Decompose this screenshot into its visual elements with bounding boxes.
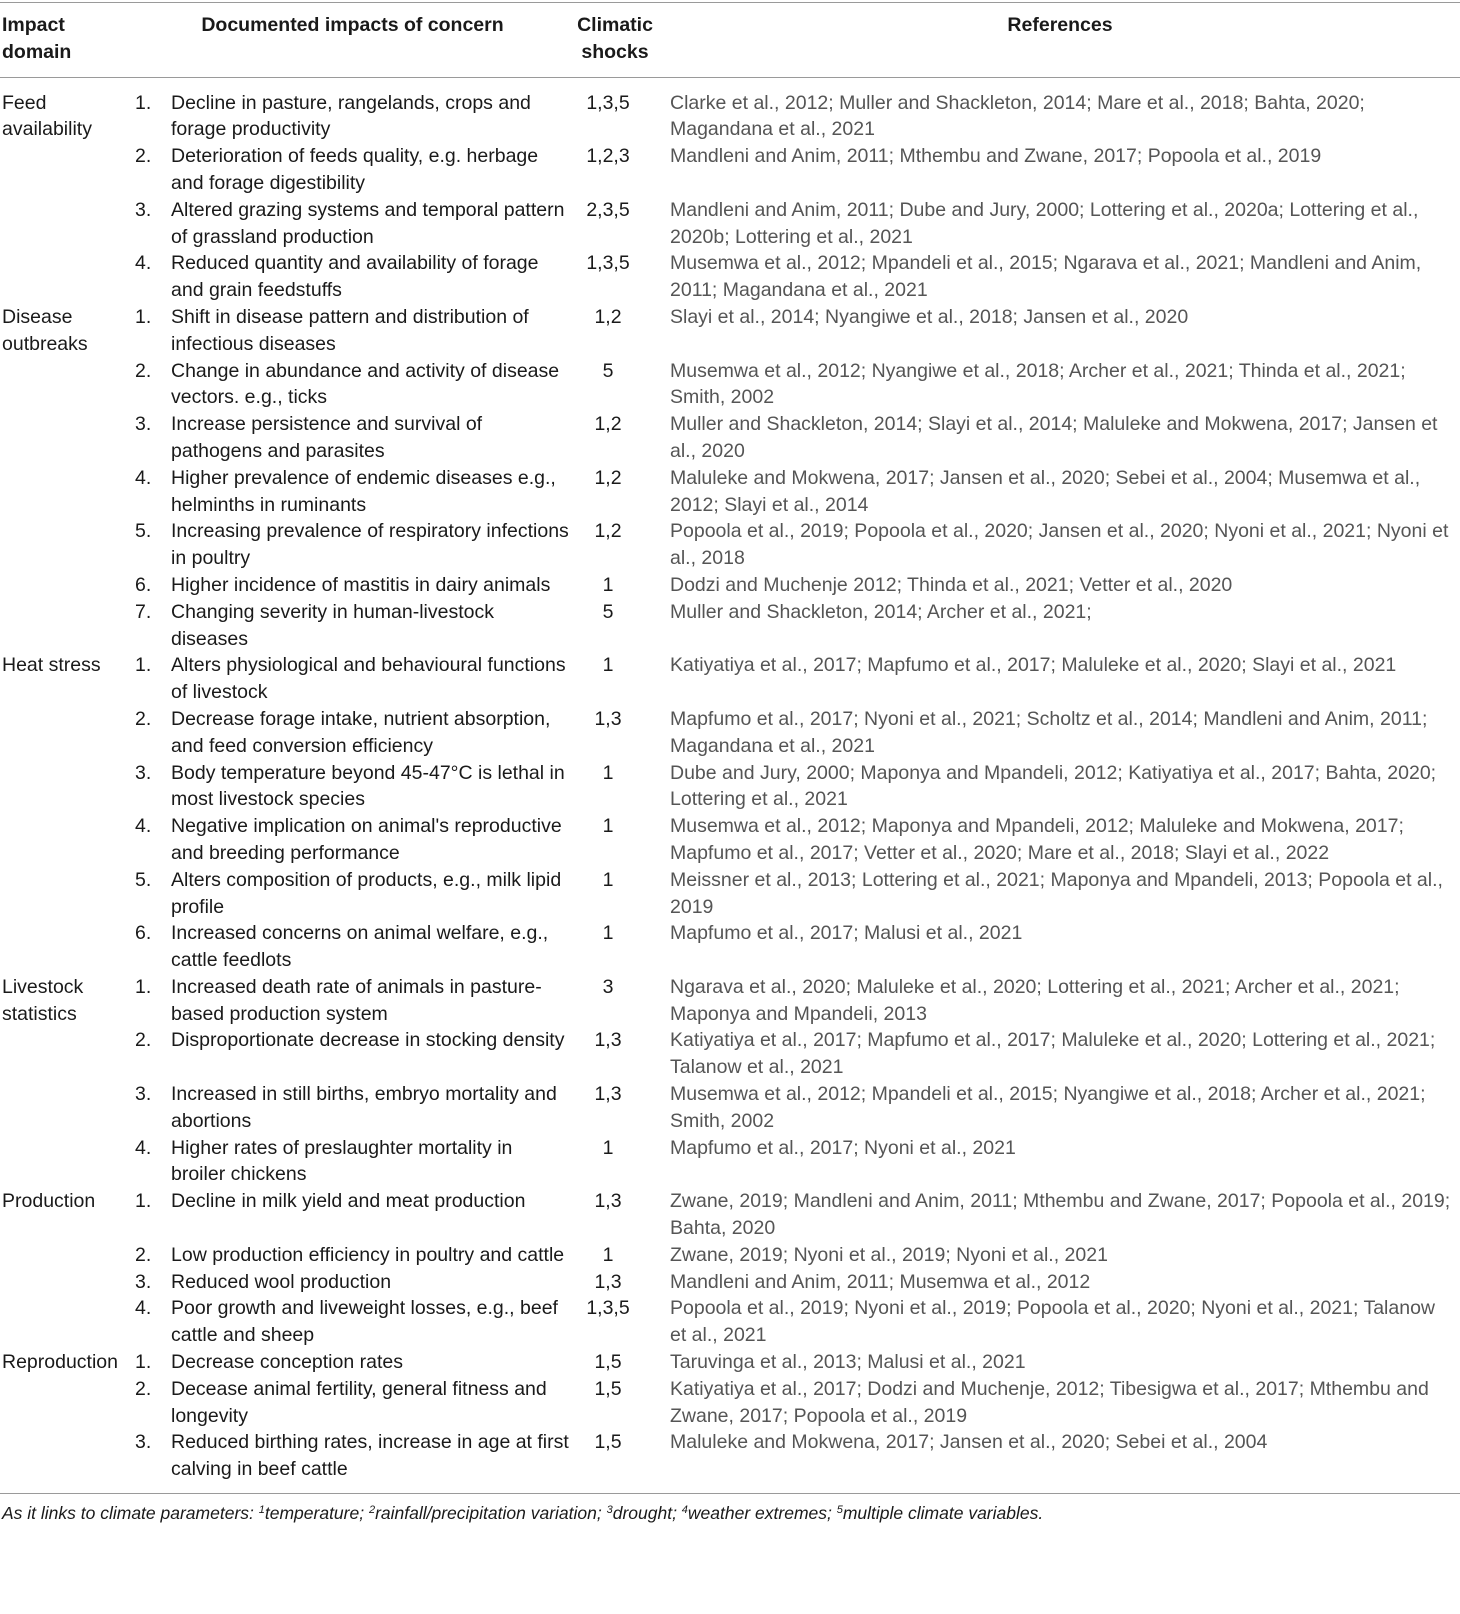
climatic-shocks-cell: 1,2 <box>594 466 622 489</box>
references-cell: Ngarava et al., 2020; Maluleke et al., 2020; Lottering et al., 2021; Archer et al., 2021; Maponya and Mpandeli, 2013 <box>670 975 1400 1025</box>
impact-domain-cell: Disease outbreaks <box>2 305 88 355</box>
impact-number: 3. <box>135 198 152 221</box>
climatic-shocks-cell: 1,3 <box>594 1190 622 1213</box>
impact-text: Altered grazing systems and temporal pattern of grassland production <box>171 198 565 248</box>
table-row <box>0 143 1460 197</box>
table-row <box>0 813 1460 867</box>
impact-number: 4. <box>135 1297 152 1320</box>
header-climatic-shocks: Climatic shocks <box>570 3 660 78</box>
impact-domain-cell <box>0 358 135 412</box>
impact-cell <box>135 197 570 251</box>
climatic-shocks-cell: 1,2 <box>594 520 622 543</box>
table-header <box>0 3 1460 78</box>
impact-domain-cell: Feed availability <box>2 91 92 141</box>
impact-text: Shift in disease pattern and distribution of infectious diseases <box>171 305 529 355</box>
references-cell: Dube and Jury, 2000; Maponya and Mpandeli, 2012; Katiyatiya et al., 2017; Bahta, 2020; Lottering et al., 2021 <box>670 761 1437 811</box>
footnote-superscript: 2 <box>368 1504 376 1517</box>
climatic-shocks-cell: 1,5 <box>594 1351 622 1374</box>
impact-text: Changing severity in human-livestock diseases <box>171 600 494 650</box>
impact-text: Decrease forage intake, nutrient absorption, and feed conversion efficiency <box>171 707 551 757</box>
impact-cell <box>135 1135 570 1189</box>
impact-domain-cell: Livestock statistics <box>2 975 84 1025</box>
climatic-shocks-cell: 1,3 <box>594 707 622 730</box>
impact-domain-cell <box>0 250 135 304</box>
impact-domain-cell <box>0 465 135 519</box>
table-row <box>0 974 1460 1028</box>
impact-number: 5. <box>135 520 152 543</box>
table-row <box>0 760 1460 814</box>
impact-domain-cell <box>0 1135 135 1189</box>
table-footnote <box>0 1493 1460 1524</box>
impact-domain-cell <box>0 706 135 760</box>
impact-number: 4. <box>135 815 152 838</box>
climatic-shocks-cell: 1 <box>602 1136 614 1159</box>
table-row <box>0 518 1460 572</box>
table-row <box>0 77 1460 143</box>
impact-number: 3. <box>135 1083 152 1106</box>
impact-cell <box>135 813 570 867</box>
impact-number: 6. <box>135 573 152 596</box>
impact-text: Reduced birthing rates, increase in age at first calving in beef cattle <box>171 1431 569 1481</box>
impact-text: Reduced wool production <box>171 1270 392 1293</box>
climatic-shocks-cell: 1,2 <box>594 413 622 436</box>
impact-text: Alters physiological and behavioural functions of livestock <box>171 654 566 704</box>
footnote-item-text: multiple climate variables. <box>842 1503 1044 1524</box>
impact-text: Decline in milk yield and meat production <box>171 1190 526 1213</box>
footnote-superscript: 3 <box>606 1504 613 1517</box>
impact-text: Decline in pasture, rangelands, crops and forage productivity <box>171 91 531 141</box>
impact-text: Disproportionate decrease in stocking density <box>171 1029 565 1052</box>
footnote-superscript: 5 <box>836 1504 843 1517</box>
impact-domain-cell <box>0 1081 135 1135</box>
impact-text: Increasing prevalence of respiratory infections in poultry <box>171 520 569 570</box>
climatic-shocks-cell: 1,5 <box>594 1431 622 1454</box>
climatic-shocks-cell: 1,3,5 <box>586 1297 630 1320</box>
table-row <box>0 197 1460 251</box>
impact-cell <box>135 867 570 921</box>
impact-number: 4. <box>135 1136 152 1159</box>
impact-number: 4. <box>135 252 152 275</box>
impact-cell <box>135 1081 570 1135</box>
table-row <box>0 599 1460 653</box>
impact-text: Alters composition of products, e.g., milk lipid profile <box>171 868 562 918</box>
table-row <box>0 706 1460 760</box>
impact-domain-cell: Heat stress <box>2 654 101 677</box>
impact-cell <box>135 1242 570 1269</box>
references-cell: Mapfumo et al., 2017; Malusi et al., 2021 <box>670 922 1023 945</box>
climatic-shocks-cell: 1,3 <box>594 1029 622 1052</box>
impact-number: 3. <box>135 1431 152 1454</box>
climatic-shocks-cell: 1,3 <box>594 1270 622 1293</box>
header-impact-domain: Impact domain <box>0 3 135 78</box>
table-row <box>0 358 1460 412</box>
impact-domain-cell <box>0 599 135 653</box>
table-row <box>0 867 1460 921</box>
impact-cell <box>135 465 570 519</box>
impact-text: Higher prevalence of endemic diseases e.g., helminths in ruminants <box>171 466 556 516</box>
impact-domain-cell <box>0 1376 135 1430</box>
references-cell: Zwane, 2019; Nyoni et al., 2019; Nyoni et al., 2021 <box>670 1243 1108 1266</box>
footnote-superscript: 1 <box>258 1504 265 1517</box>
table-row <box>0 1349 1460 1376</box>
impact-number: 6. <box>135 922 152 945</box>
impact-cell <box>135 572 570 599</box>
climatic-shocks-cell: 2,3,5 <box>586 198 630 221</box>
impact-text: Reduced quantity and availability of forage and grain feedstuffs <box>171 252 539 302</box>
references-cell: Musemwa et al., 2012; Nyangiwe et al., 2018; Archer et al., 2021; Thinda et al., 2021; Smith, 2002 <box>670 359 1406 409</box>
table-row <box>0 1242 1460 1269</box>
climatic-shocks-cell: 1 <box>602 654 614 677</box>
impact-domain-cell: Reproduction <box>2 1351 118 1374</box>
impact-text: Body temperature beyond 45-47°C is lethal in most livestock species <box>171 761 565 811</box>
impact-cell <box>135 920 570 974</box>
table-row <box>0 1429 1460 1491</box>
references-cell: Popoola et al., 2019; Nyoni et al., 2019; Popoola et al., 2020; Nyoni et al., 2021; Talanow et al., 2021 <box>670 1297 1436 1347</box>
impact-domain-cell <box>0 572 135 599</box>
footnote-item-text: weather extremes; <box>687 1503 837 1524</box>
impact-domain-cell <box>0 867 135 921</box>
impact-domain-cell: Production <box>2 1190 96 1213</box>
climatic-shocks-cell: 5 <box>602 359 614 382</box>
impact-number: 1. <box>135 305 152 328</box>
footnote-item-text: rainfall/precipitation variation; <box>375 1503 607 1524</box>
climatic-shocks-cell: 1 <box>602 922 614 945</box>
climatic-shocks-cell: 1,2 <box>594 305 622 328</box>
table-row <box>0 1295 1460 1349</box>
table-row <box>0 1376 1460 1430</box>
impact-cell <box>135 411 570 465</box>
references-cell: Slayi et al., 2014; Nyangiwe et al., 2018; Jansen et al., 2020 <box>670 305 1189 328</box>
impact-cell <box>135 304 570 358</box>
impact-domain-cell <box>0 920 135 974</box>
references-cell: Mandleni and Anim, 2011; Mthembu and Zwane, 2017; Popoola et al., 2019 <box>670 145 1322 168</box>
impact-cell <box>135 143 570 197</box>
impact-cell <box>135 1295 570 1349</box>
references-cell: Katiyatiya et al., 2017; Mapfumo et al., 2017; Maluleke et al., 2020; Slayi et al., 2021 <box>670 654 1397 677</box>
impact-text: Increased in still births, embryo mortality and abortions <box>171 1083 557 1132</box>
impact-number: 3. <box>135 1270 152 1293</box>
impact-cell <box>135 599 570 653</box>
climatic-shocks-cell: 1 <box>602 573 614 596</box>
impact-number: 1. <box>135 1190 152 1213</box>
table-row <box>0 572 1460 599</box>
impact-text: Higher rates of preslaughter mortality in broiler chickens <box>171 1136 513 1186</box>
impact-number: 2. <box>135 707 152 730</box>
impact-number: 2. <box>135 359 152 382</box>
table-row <box>0 250 1460 304</box>
references-cell: Taruvinga et al., 2013; Malusi et al., 2021 <box>670 1351 1026 1374</box>
impact-domain-cell <box>0 411 135 465</box>
references-cell: Maluleke and Mokwena, 2017; Jansen et al., 2020; Sebei et al., 2004; Musemwa et al., 2012; Slayi et al., 2014 <box>670 466 1421 516</box>
impact-domain-cell <box>0 143 135 197</box>
references-cell: Meissner et al., 2013; Lottering et al., 2021; Maponya and Mpandeli, 2013; Popoola et al., 2019 <box>670 868 1443 918</box>
table-row <box>0 465 1460 519</box>
impact-text: Negative implication on animal's reproductive and breeding performance <box>171 815 562 864</box>
impact-cell <box>135 358 570 412</box>
impact-cell <box>135 652 570 706</box>
table-row <box>0 920 1460 974</box>
impact-cell <box>135 1269 570 1296</box>
references-cell: Katiyatiya et al., 2017; Dodzi and Muchenje, 2012; Tibesigwa et al., 2017; Mthembu and Zwane, 2017; Popoola et al., 2019 <box>670 1377 1429 1427</box>
climatic-shocks-cell: 1,3 <box>594 1083 622 1106</box>
footnote-item-text: drought; <box>612 1503 682 1524</box>
impact-text: Poor growth and liveweight losses, e.g., beef cattle and sheep <box>171 1297 558 1347</box>
header-documented-impacts: Documented impacts of concern <box>135 3 570 78</box>
impact-cell <box>135 1188 570 1242</box>
impact-text: Deterioration of feeds quality, e.g. herbage and forage digestibility <box>171 145 539 194</box>
impact-text: Change in abundance and activity of disease vectors. e.g., ticks <box>171 359 560 409</box>
climatic-shocks-cell: 1,2,3 <box>586 145 630 168</box>
header-references: References <box>660 3 1460 78</box>
impact-number: 7. <box>135 600 152 623</box>
impact-cell <box>135 706 570 760</box>
impact-number: 2. <box>135 145 152 168</box>
references-cell: Dodzi and Muchenje 2012; Thinda et al., 2021; Vetter et al., 2020 <box>670 573 1233 596</box>
footnote-superscript: 4 <box>681 1504 688 1517</box>
impact-number: 2. <box>135 1029 152 1052</box>
impact-text: Low production efficiency in poultry and cattle <box>171 1243 565 1266</box>
table-row <box>0 1269 1460 1296</box>
impact-cell <box>135 77 570 143</box>
impact-cell <box>135 518 570 572</box>
impact-cell <box>135 250 570 304</box>
references-cell: Mandleni and Anim, 2011; Dube and Jury, 2000; Lottering et al., 2020a; Lottering et al., 2020b; Lottering et al., 2021 <box>670 198 1419 248</box>
impact-domain-cell <box>0 197 135 251</box>
impact-domain-cell <box>0 518 135 572</box>
references-cell: Clarke et al., 2012; Muller and Shackleton, 2014; Mare et al., 2018; Bahta, 2020; Magandana et al., 2021 <box>670 91 1365 141</box>
impact-number: 2. <box>135 1243 152 1266</box>
impact-number: 4. <box>135 466 152 489</box>
table-row <box>0 1081 1460 1135</box>
references-cell: Mapfumo et al., 2017; Nyoni et al., 2021; Scholtz et al., 2014; Mandleni and Anim, 2011; Magandana et al., 2021 <box>670 707 1428 757</box>
references-cell: Muller and Shackleton, 2014; Archer et al., 2021; <box>670 600 1092 623</box>
references-cell: Katiyatiya et al., 2017; Mapfumo et al., 2017; Maluleke et al., 2020; Lottering et al., 2021; Talanow et al., 2021 <box>670 1029 1436 1079</box>
table-row <box>0 1135 1460 1189</box>
references-cell: Mapfumo et al., 2017; Nyoni et al., 2021 <box>670 1136 1016 1159</box>
impacts-table <box>0 2 1460 1491</box>
climatic-shocks-cell: 1 <box>602 868 614 891</box>
references-cell: Musemwa et al., 2012; Maponya and Mpandeli, 2012; Maluleke and Mokwena, 2017; Mapfumo et al., 2017; Vetter et al., 2020; Mare et al., 2018; Slayi et al., 2022 <box>670 815 1404 864</box>
table-row <box>0 1188 1460 1242</box>
impact-domain-cell <box>0 1429 135 1491</box>
impact-cell <box>135 1027 570 1081</box>
references-cell: Popoola et al., 2019; Popoola et al., 2020; Jansen et al., 2020; Nyoni et al., 2021; Nyoni et al., 2018 <box>670 520 1449 570</box>
table-body <box>0 77 1460 1491</box>
impact-number: 3. <box>135 413 152 436</box>
climatic-shocks-cell: 1,3,5 <box>586 252 630 275</box>
impact-domain-cell <box>0 1295 135 1349</box>
impact-number: 1. <box>135 654 152 677</box>
impact-domain-cell <box>0 1269 135 1296</box>
references-cell: Muller and Shackleton, 2014; Slayi et al., 2014; Maluleke and Mokwena, 2017; Jansen et al., 2020 <box>670 413 1438 462</box>
header-row <box>0 3 1460 78</box>
impact-text: Higher incidence of mastitis in dairy animals <box>171 573 551 596</box>
impact-domain-cell <box>0 760 135 814</box>
table-row <box>0 411 1460 465</box>
impact-cell <box>135 1349 570 1376</box>
impact-number: 2. <box>135 1377 152 1400</box>
impact-number: 3. <box>135 761 152 784</box>
impact-text: Decrease conception rates <box>171 1351 403 1374</box>
climatic-shocks-cell: 3 <box>602 975 614 998</box>
references-cell: Musemwa et al., 2012; Mpandeli et al., 2015; Ngarava et al., 2021; Mandleni and Anim, 2011; Magandana et al., 2021 <box>670 252 1422 302</box>
impact-number: 1. <box>135 91 152 114</box>
impact-text: Increased concerns on animal welfare, e.g., cattle feedlots <box>171 922 549 972</box>
impact-domain-cell <box>0 1027 135 1081</box>
impact-number: 1. <box>135 1351 152 1374</box>
impact-domain-cell <box>0 813 135 867</box>
impact-cell <box>135 760 570 814</box>
footnote-item-text: temperature; <box>264 1503 369 1524</box>
climatic-shocks-cell: 1,5 <box>594 1377 622 1400</box>
impact-cell <box>135 974 570 1028</box>
climatic-shocks-cell: 1 <box>602 761 614 784</box>
table-row <box>0 652 1460 706</box>
references-cell: Maluleke and Mokwena, 2017; Jansen et al., 2020; Sebei et al., 2004 <box>670 1431 1268 1454</box>
climatic-shocks-cell: 1 <box>602 815 614 838</box>
impact-domain-cell <box>0 1242 135 1269</box>
climatic-shocks-cell: 1 <box>602 1243 614 1266</box>
impact-number: 1. <box>135 975 152 998</box>
climatic-shocks-cell: 1,3,5 <box>586 91 630 114</box>
references-cell: Musemwa et al., 2012; Mpandeli et al., 2015; Nyangiwe et al., 2018; Archer et al., 2021; Smith, 2002 <box>670 1083 1426 1132</box>
table-row <box>0 1027 1460 1081</box>
footnote-prefix: As it links to climate parameters: <box>2 1503 259 1524</box>
references-cell: Zwane, 2019; Mandleni and Anim, 2011; Mthembu and Zwane, 2017; Popoola et al., 2019; Bahta, 2020 <box>670 1190 1451 1240</box>
footnote-items <box>259 1503 1043 1523</box>
impact-text: Decease animal fertility, general fitness and longevity <box>171 1377 547 1427</box>
table-row <box>0 304 1460 358</box>
references-cell: Mandleni and Anim, 2011; Musemwa et al., 2012 <box>670 1270 1091 1293</box>
impact-cell <box>135 1376 570 1430</box>
impact-cell <box>135 1429 570 1491</box>
impact-number: 5. <box>135 868 152 891</box>
impact-text: Increase persistence and survival of pathogens and parasites <box>171 413 483 462</box>
climatic-shocks-cell: 5 <box>602 600 614 623</box>
impact-text: Increased death rate of animals in pasture-based production system <box>171 975 542 1025</box>
